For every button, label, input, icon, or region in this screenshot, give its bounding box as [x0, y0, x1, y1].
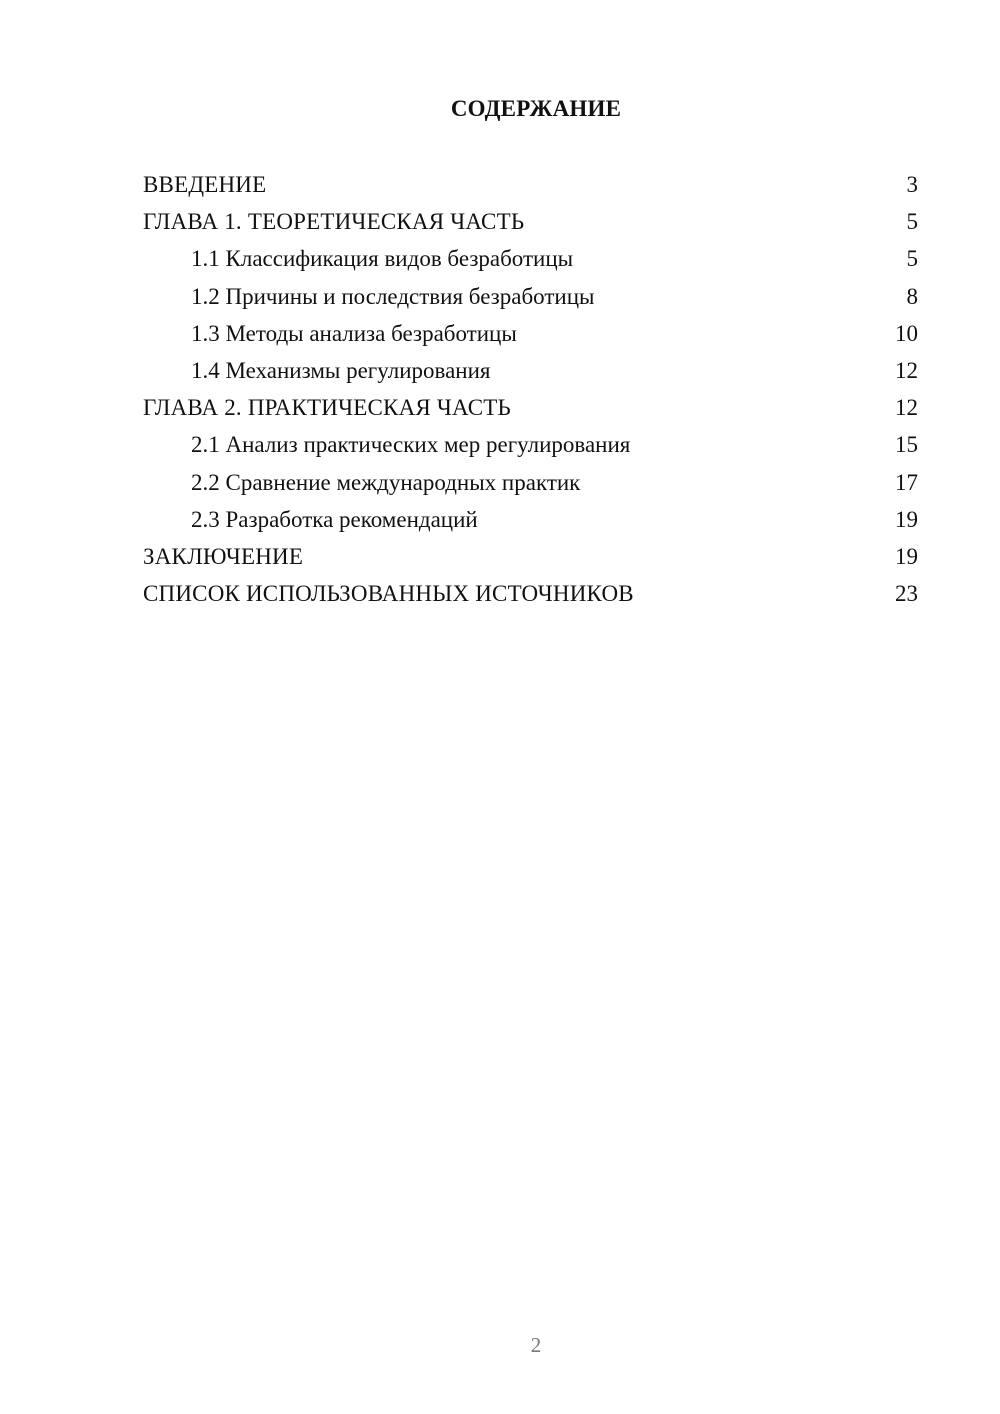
toc-entry-page: 17: [895, 469, 918, 495]
toc-entry-page: 19: [895, 506, 918, 532]
toc-entry-page: 12: [895, 357, 918, 383]
toc-entry-label: 2.3 Разработка рекомендаций: [191, 506, 478, 532]
toc-entry-label: ГЛАВА 1. ТЕОРЕТИЧЕСКАЯ ЧАСТЬ: [143, 209, 525, 235]
toc-entry-page: 12: [895, 395, 918, 421]
toc-entry-page: 5: [906, 246, 918, 272]
toc-entry-label: СПИСОК ИСПОЛЬЗОВАННЫХ ИСТОЧНИКОВ: [143, 581, 634, 607]
toc-entry-page: 19: [895, 543, 918, 569]
toc-entry-label: 1.3 Методы анализа безработицы: [191, 320, 517, 346]
toc-entry-references[interactable]: [143, 575, 918, 612]
toc-entry-label: 2.1 Анализ практических мер регулирования: [191, 432, 631, 458]
toc-entry-chapter-1[interactable]: [143, 203, 918, 240]
table-of-contents: [143, 166, 918, 612]
toc-entry-section-1-1[interactable]: [143, 240, 918, 277]
toc-entry-page: 23: [895, 581, 918, 607]
toc-entry-section-2-3[interactable]: [143, 501, 918, 538]
toc-entry-page: 8: [906, 283, 918, 309]
toc-entry-label: ЗАКЛЮЧЕНИЕ: [143, 543, 304, 569]
toc-entry-label: 1.2 Причины и последствия безработицы: [191, 283, 595, 309]
toc-entry-label: 1.4 Механизмы регулирования: [191, 357, 491, 383]
toc-entry-conclusion[interactable]: [143, 538, 918, 575]
toc-entry-label: 2.2 Сравнение международных практик: [191, 469, 581, 495]
toc-entry-section-2-1[interactable]: [143, 426, 918, 463]
toc-entry-label: ВВЕДЕНИЕ: [143, 172, 267, 197]
toc-entry-introduction[interactable]: [143, 166, 918, 203]
toc-entry-section-1-3[interactable]: [143, 315, 918, 352]
toc-entry-page: 15: [895, 432, 918, 458]
page-number: 2: [530, 1333, 542, 1357]
toc-entry-chapter-2[interactable]: [143, 389, 918, 426]
toc-entry-label: 1.1 Классификация видов безработицы: [191, 246, 574, 272]
toc-entry-section-1-2[interactable]: [143, 278, 918, 315]
toc-entry-label: ГЛАВА 2. ПРАКТИЧЕСКАЯ ЧАСТЬ: [143, 395, 511, 421]
toc-entry-section-1-4[interactable]: [143, 352, 918, 389]
toc-entry-page: 3: [906, 172, 918, 197]
toc-entry-page: 10: [895, 320, 918, 346]
toc-entry-page: 5: [906, 209, 918, 235]
toc-title: СОДЕРЖАНИЕ: [450, 96, 622, 121]
toc-entry-section-2-2[interactable]: [143, 464, 918, 501]
